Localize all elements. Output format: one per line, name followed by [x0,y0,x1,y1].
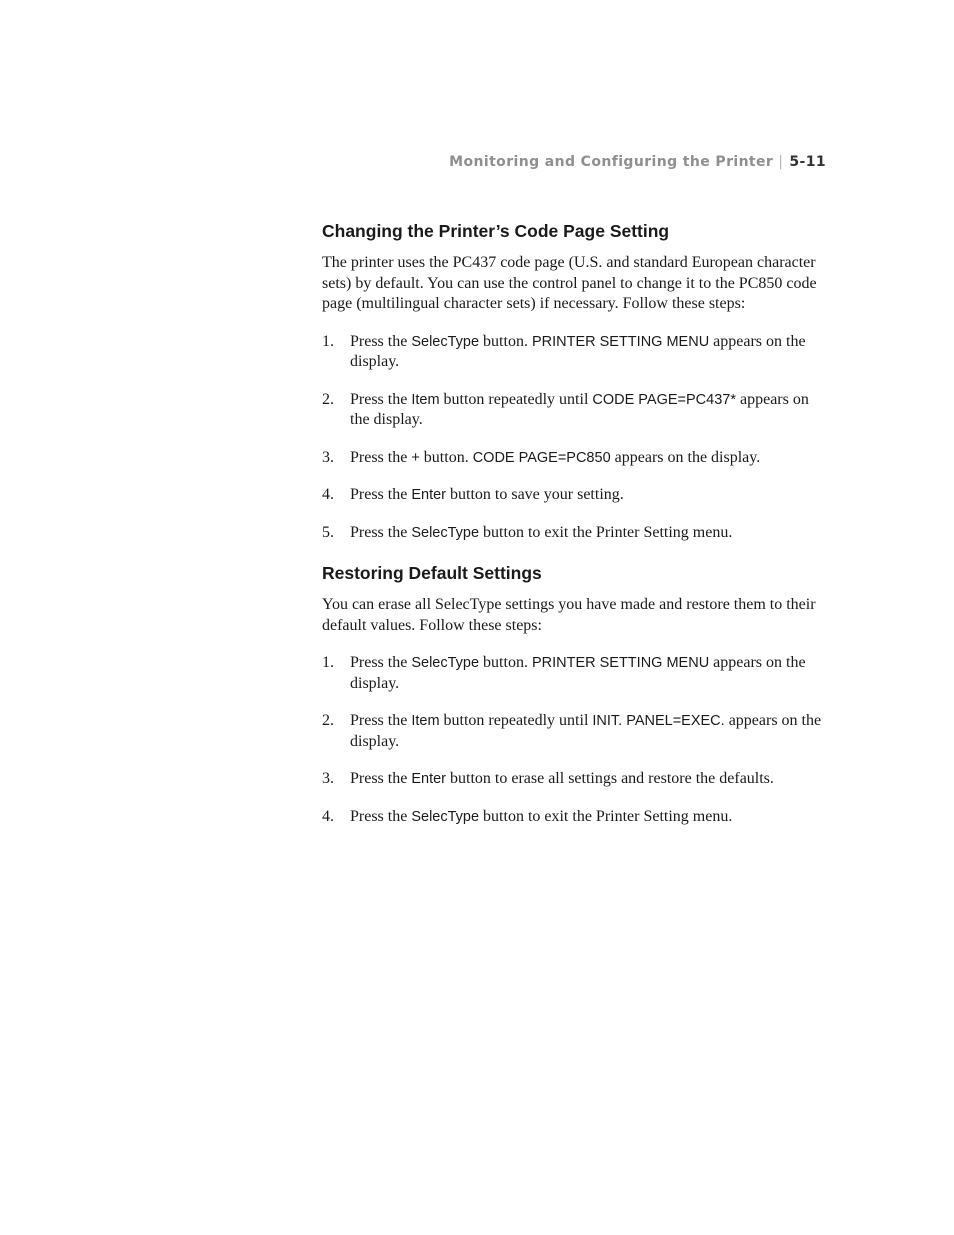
step-text: Press the [350,448,412,466]
display-message: PRINTER SETTING MENU [531,333,710,350]
step-text: appears on the display. [350,712,822,750]
step-text: button to exit the Printer Setting menu. [479,523,733,541]
step-text: button repeatedly until [439,712,593,729]
step-number: 2. [322,712,334,729]
step-number: 3. [322,770,334,787]
running-header [449,154,826,170]
step-text: appears on the display. [610,448,761,466]
section-intro-restore-defaults: You can erase all SelecType settings you have made and restore them to their default values. Follow these steps: [322,596,816,634]
step-item [322,807,828,828]
step-text: Press the [350,523,412,541]
step-item [322,485,828,506]
display-message: CODE PAGE=PC437* [592,391,736,408]
step-number: 3. [322,448,334,466]
chapter-title: Monitoring and Configuring the Printer [449,154,774,170]
step-number: 1. [322,332,334,350]
step-text: Press the [350,390,412,408]
display-message: CODE PAGE=PC850 [472,449,611,466]
display-message: PRINTER SETTING MENU [531,655,710,671]
section-intro-code-page: The printer uses the PC437 code page (U.S. and standard European character sets) by default. You can use the control panel to change it to the PC850 code page (multilingual character sets) if necessary. Follow these steps: [322,254,817,312]
control-label: SelecType [411,808,480,825]
steps-list-code-page [322,332,828,544]
control-label: SelecType [411,333,480,350]
step-item [322,448,828,469]
steps-list-restore-defaults [322,653,828,827]
control-label: Item [411,391,440,408]
step-text: button to exit the Printer Setting menu. [479,807,733,825]
step-text: appears on the display. [350,332,806,370]
step-text: Press the [350,486,412,503]
step-item [322,390,828,431]
page-number: 5-11 [789,154,826,170]
control-label: SelecType [411,655,480,671]
control-label: + [411,449,420,466]
page-content [322,218,828,844]
step-number: 4. [322,486,334,503]
step-item [322,653,828,694]
step-number: 5. [322,523,334,541]
header-separator: | [778,154,784,170]
step-item [322,711,828,752]
step-text: appears on the display. [350,654,806,692]
step-item [322,332,828,373]
step-text: Press the [350,712,412,729]
control-label: Enter [411,487,446,503]
step-item [322,523,828,544]
step-text: Press the [350,332,412,350]
step-number: 4. [322,807,334,825]
control-label: Enter [411,771,446,787]
step-text: Press the [350,807,412,825]
control-label: SelecType [411,524,480,541]
step-number: 2. [322,390,334,408]
section-heading-code-page: Changing the Printer’s Code Page Setting [322,221,670,241]
step-text: button repeatedly until [439,390,593,408]
step-text: button. [479,332,532,350]
control-label: Item [411,713,440,729]
step-text: appears on the display. [350,390,809,428]
step-number: 1. [322,654,334,671]
step-text: button. [479,654,532,671]
step-text: Press the [350,654,412,671]
step-text: button to erase all settings and restore the defaults. [446,770,774,787]
step-text: button to save your setting. [446,486,624,503]
step-text: button. [419,448,473,466]
step-text: Press the [350,770,412,787]
step-item [322,769,828,790]
display-message: INIT. PANEL=EXEC. [592,713,725,729]
section-heading-restore-defaults: Restoring Default Settings [322,563,542,583]
